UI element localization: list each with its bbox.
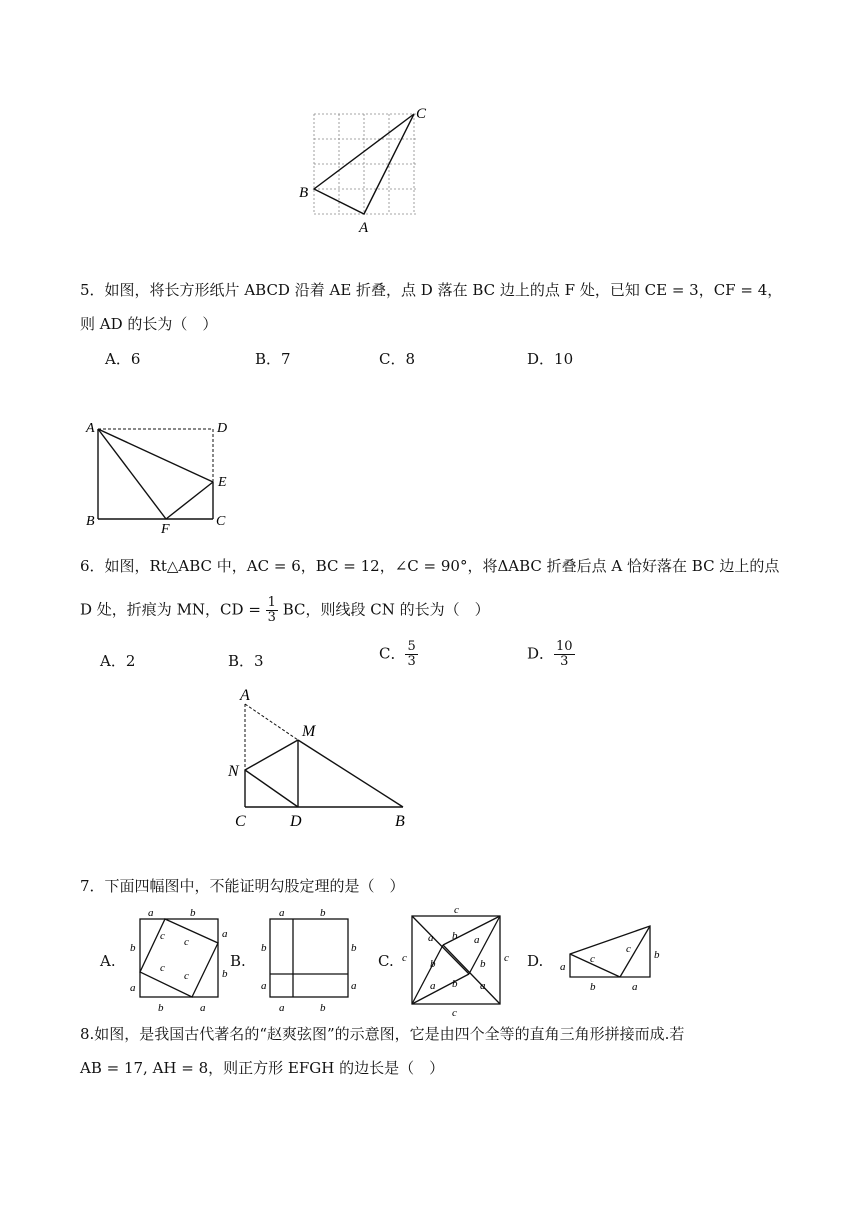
q5-option-a[interactable]: A．6	[105, 350, 141, 368]
svg-text:c: c	[626, 943, 631, 955]
svg-text:a: a	[632, 981, 638, 993]
svg-text:b: b	[320, 907, 326, 919]
q6-fraction-one-third: $\frac{1}{3}$	[267, 595, 276, 625]
svg-text:a: a	[279, 1002, 285, 1014]
svg-text:A: A	[86, 421, 95, 436]
q5-stem-line2: 则 AD 的长为（ ）	[80, 315, 218, 333]
svg-text:F: F	[161, 522, 170, 534]
svg-text:b: b	[222, 968, 228, 980]
q5-rectangle-fold-figure	[80, 412, 250, 534]
svg-text:M: M	[302, 723, 316, 740]
svg-text:b: b	[261, 942, 267, 954]
svg-text:a: a	[130, 982, 136, 994]
q7-figure-c	[398, 903, 523, 1018]
svg-text:c: c	[590, 953, 595, 965]
q7-option-d[interactable]: D.	[527, 952, 544, 970]
q6-right-triangle-fold-figure	[225, 684, 425, 832]
svg-text:N: N	[228, 763, 239, 780]
svg-text:a: a	[560, 961, 566, 973]
svg-text:c: c	[504, 952, 509, 964]
grid-triangle-figure	[290, 100, 440, 240]
q7-option-a[interactable]: A.	[100, 952, 116, 970]
svg-text:c: c	[452, 1007, 457, 1018]
svg-text:a: a	[222, 928, 228, 940]
svg-text:b: b	[452, 978, 458, 990]
q8-stem-line1: 8.如图，是我国古代著名的“赵爽弦图”的示意图，它是由四个全等的直角三角形拼接而成.若	[80, 1025, 685, 1043]
svg-text:a: a	[428, 932, 434, 944]
q7-option-c[interactable]: C.	[378, 952, 394, 970]
svg-text:b: b	[480, 958, 486, 970]
q7-stem: 7．下面四幅图中，不能证明勾股定理的是（ ）	[80, 877, 405, 895]
svg-text:b: b	[430, 958, 436, 970]
svg-text:a: a	[200, 1002, 206, 1014]
q6-option-b[interactable]: B．3	[228, 652, 264, 670]
svg-text:b: b	[590, 981, 596, 993]
grid-label-a: A	[359, 220, 369, 236]
q5-option-d[interactable]: D．10	[527, 350, 574, 368]
svg-text:A: A	[240, 687, 250, 704]
svg-text:a: a	[474, 934, 480, 946]
svg-text:D: D	[217, 421, 228, 436]
svg-text:a: a	[279, 907, 285, 919]
q5-option-c[interactable]: C．8	[379, 350, 416, 368]
svg-text:B: B	[86, 514, 95, 529]
svg-text:b: b	[320, 1002, 326, 1014]
grid-label-c: C	[416, 106, 427, 122]
grid-label-b: B	[299, 185, 309, 201]
svg-text:b: b	[654, 949, 660, 961]
q7-figure-b	[250, 905, 360, 1015]
svg-text:E: E	[218, 475, 227, 490]
svg-text:c: c	[184, 936, 189, 948]
q6-stem-line2: D 处，折痕为 MN，CD = $\frac{1}{3}$ BC，则线段 CN 的长为（ ）	[80, 595, 490, 625]
q5-option-b[interactable]: B．7	[255, 350, 291, 368]
q6-option-d[interactable]: D． $\frac{10}{3}$	[527, 639, 573, 669]
q7-figure-d	[548, 914, 668, 994]
q6-stem-line1: 6．如图，Rt△ABC 中，AC = 6，BC = 12，∠C = 90°，将ΔABC 折叠后点 A 恰好落在 BC 边上的点	[80, 557, 780, 575]
svg-text:c: c	[160, 930, 165, 942]
svg-text:a: a	[351, 980, 357, 992]
svg-text:c: c	[454, 904, 459, 916]
q6-option-a[interactable]: A．2	[100, 652, 136, 670]
q8-stem-line2: AB = 17, AH = 8，则正方形 EFGH 的边长是（ ）	[80, 1059, 445, 1077]
svg-text:C: C	[235, 813, 246, 830]
svg-text:a: a	[261, 980, 267, 992]
svg-text:D: D	[290, 813, 302, 830]
svg-text:a: a	[148, 907, 154, 919]
svg-text:b: b	[351, 942, 357, 954]
svg-text:a: a	[430, 980, 436, 992]
svg-text:a: a	[480, 980, 486, 992]
svg-text:b: b	[158, 1002, 164, 1014]
svg-text:b: b	[452, 930, 458, 942]
svg-text:c: c	[160, 962, 165, 974]
q7-figure-a	[120, 905, 235, 1015]
q7-option-b[interactable]: B.	[230, 952, 246, 970]
svg-text:c: c	[184, 970, 189, 982]
svg-text:b: b	[190, 907, 196, 919]
svg-text:b: b	[130, 942, 136, 954]
q5-stem-line1: 5．如图，将长方形纸片 ABCD 沿着 AE 折叠，点 D 落在 BC 边上的点 F 处，已知 CE = 3，CF = 4，	[80, 281, 783, 299]
q6-option-c[interactable]: C． $\frac{5}{3}$	[379, 639, 416, 669]
svg-text:c: c	[402, 952, 407, 964]
svg-text:C: C	[216, 514, 226, 529]
svg-text:B: B	[395, 813, 405, 830]
